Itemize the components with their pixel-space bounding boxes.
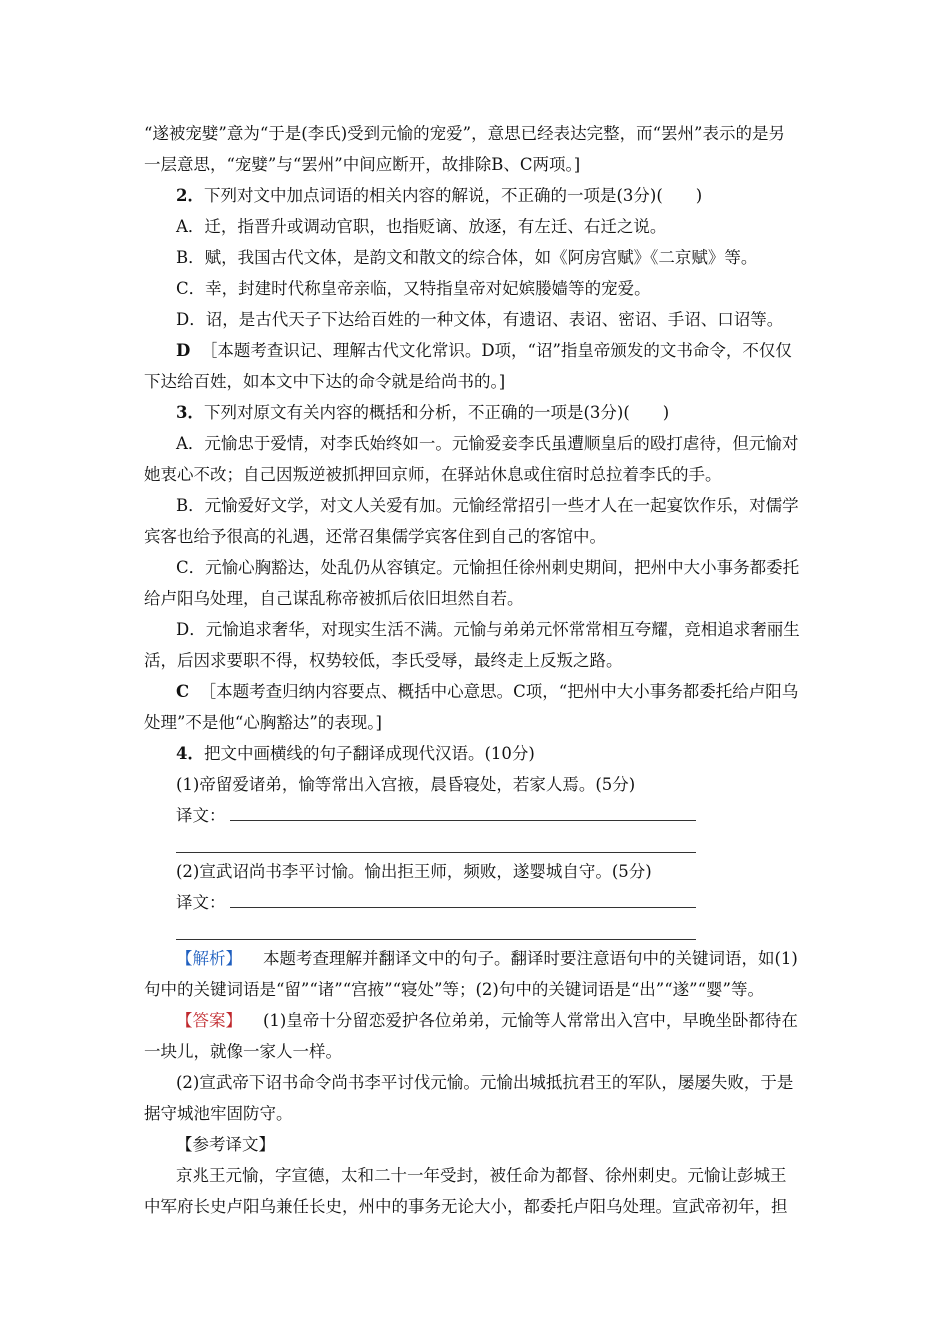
option-b-cont: 宾客也给予很高的礼遇，还常召集儒学宾客住到自己的客馆中。: [144, 527, 606, 546]
question-text: 下列对文中加点词语的相关内容的解说，不正确的一项是(3分)( ): [203, 186, 703, 205]
answer-text: ［本题考查归纳内容要点、概括中心意思。C项，“把州中大小事务都委托给卢阳乌: [199, 682, 799, 701]
question-number: 4．: [176, 744, 204, 763]
option-d-cont: 活，后因求要职不得，权势较低，李氏受辱，最终走上反叛之路。: [144, 651, 623, 670]
option-a-cont: 她衷心不改；自己因叛逆被抓押回京师，在驿站休息或住宿时总拉着李氏的手。: [144, 465, 722, 484]
sub-question-2: (2)宣武诏尚书李平讨愉。愉出拒王师，频败，遂婴城自守。(5分): [176, 862, 652, 881]
answer-blank-line: [230, 820, 696, 821]
reference-line: 中军府长史卢阳乌兼任长史，州中的事务无论大小，都委托卢阳乌处理。宣武帝初年，担: [144, 1197, 788, 1216]
option-d: D．元愉追求奢华，对现实生活不满。元愉与弟弟元怀常常相互夸耀，竞相追求奢丽生: [176, 620, 800, 639]
analysis-tag: 【解析】: [176, 949, 242, 968]
translation-label: 译文：: [176, 893, 226, 912]
option-c-cont: 给卢阳乌处理，自己谋乱称帝被抓后依旧坦然自若。: [144, 589, 524, 608]
answer-blank-line: [176, 852, 696, 853]
question-2: [176, 184, 702, 208]
reference-line: 京兆王元愉，字宣德，太和二十一年受封，被任命为都督、徐州刺史。元愉让彭城王: [176, 1166, 787, 1185]
answer-line: [176, 339, 792, 363]
answer-line: (2)宣武帝下诏书命令尚书李平讨伐元愉。元愉出城抵抗君王的军队，屡屡失败，于是: [176, 1073, 794, 1092]
answer-line: 一块儿，就像一家人一样。: [144, 1042, 342, 1061]
question-number: 2．: [176, 186, 204, 205]
analysis-line: [176, 947, 798, 971]
reference-title: 【参考译文】: [176, 1135, 275, 1154]
answer-tag: 【答案】: [176, 1011, 242, 1030]
option-b: B．赋，我国古代文体，是韵文和散文的综合体，如《阿房宫赋》《二京赋》等。: [176, 248, 758, 267]
option-c: C．幸，封建时代称皇帝亲临，又特指皇帝对妃嫔媵嫱等的宠爱。: [176, 279, 651, 298]
answer-line: 处理”不是他“心胸豁达”的表现。]: [144, 713, 382, 732]
text-line: 一层意思，“宠嬖”与“罢州”中间应断开，故排除B、C两项。]: [144, 155, 581, 174]
question-text: 下列对原文有关内容的概括和分析，不正确的一项是(3分)( ): [203, 403, 670, 422]
answer-line: [176, 680, 798, 704]
answer-line: 下达给百姓，如本文中下达的命令就是给尚书的。]: [144, 372, 506, 391]
answer-letter: C: [176, 682, 190, 701]
option-a: A．元愉忠于爱情，对李氏始终如一。元愉爱妾李氏虽遭顺皇后的殴打虐待，但元愉对: [176, 434, 799, 453]
analysis-text: 本题考查理解并翻译文中的句子。翻译时要注意语句中的关键词语，如(1): [262, 949, 798, 968]
question-3: [176, 401, 669, 425]
question-number: 3．: [176, 403, 204, 422]
answer-line: 据守城池牢固防守。: [144, 1104, 293, 1123]
answer-text: (1)皇帝十分留恋爱护各位弟弟，元愉等人常常出入宫中，早晚坐卧都待在: [262, 1011, 798, 1030]
option-d: D．诏，是古代天子下达给百姓的一种文体，有遗诏、表诏、密诏、手诏、口诏等。: [176, 310, 784, 329]
answer-blank-line: [176, 939, 696, 940]
option-a: A．迁，指晋升或调动官职，也指贬谪、放逐，有左迁、右迁之说。: [176, 217, 667, 236]
option-c: C．元愉心胸豁达，处乱仍从容镇定。元愉担任徐州刺史期间，把州中大小事务都委托: [176, 558, 800, 577]
analysis-line: 句中的关键词语是“留”“诸”“宫掖”“寝处”等；(2)句中的关键词语是“出”“遂”“婴”等。: [144, 980, 764, 999]
text-line: “遂被宠嬖”意为“于是(李氏)受到元愉的宠爱”，意思已经表达完整，而“罢州”表示的是另: [144, 124, 785, 143]
answer-block: [176, 1009, 798, 1033]
question-text: 把文中画横线的句子翻译成现代汉语。(10分): [203, 744, 535, 763]
translation-label: 译文：: [176, 806, 226, 825]
answer-blank-line: [230, 907, 696, 908]
question-4: [176, 742, 535, 766]
option-b: B．元愉爱好文学，对文人关爱有加。元愉经常招引一些才人在一起宴饮作乐，对儒学: [176, 496, 799, 515]
sub-question-1: (1)帝留爱诸弟，愉等常出入宫掖，晨昏寝处，若家人焉。(5分): [176, 775, 636, 794]
answer-text: ［本题考查识记、理解古代文化常识。D项，“诏”指皇帝颁发的文书命令，不仅仅: [200, 341, 792, 360]
answer-letter: D: [176, 341, 191, 360]
